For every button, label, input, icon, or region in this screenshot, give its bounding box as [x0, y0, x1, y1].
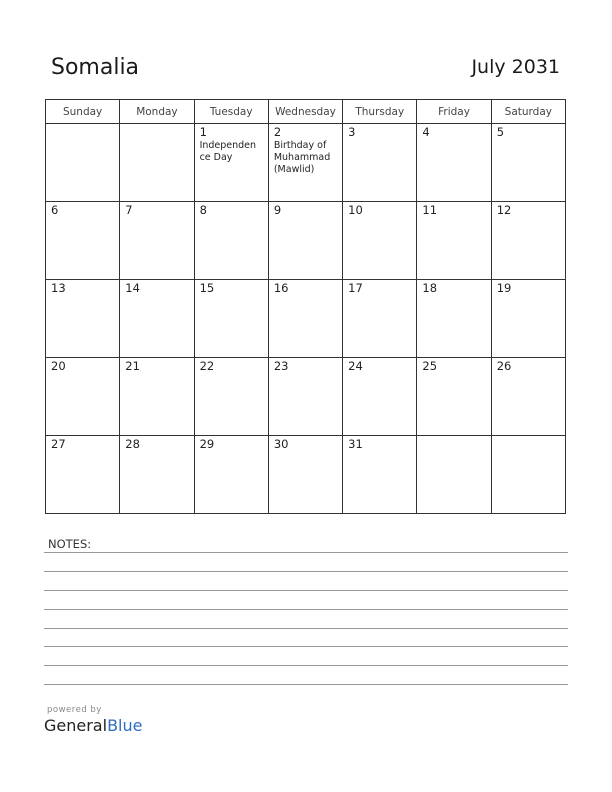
day-number: 6: [51, 203, 59, 217]
calendar-day-cell: [120, 358, 194, 436]
calendar-day-cell: [417, 280, 491, 358]
calendar-day-cell: [194, 358, 268, 436]
calendar-empty-cell: [120, 124, 194, 202]
weekday-header: Wednesday: [268, 100, 342, 124]
notes-line: [44, 628, 568, 629]
day-number: 12: [496, 203, 512, 217]
calendar-month-title: July 2031: [471, 56, 560, 78]
weekday-header: Saturday: [491, 100, 565, 124]
day-number: 18: [422, 281, 438, 295]
day-number: 23: [273, 359, 289, 373]
calendar-day-cell: [194, 436, 268, 514]
day-number: 10: [348, 203, 363, 217]
calendar-week-row: [46, 436, 566, 514]
weekday-header: Tuesday: [194, 100, 268, 124]
calendar-week-row: [46, 280, 566, 358]
calendar-week-row: [46, 358, 566, 436]
day-number: 16: [273, 281, 289, 295]
day-number: 22: [199, 359, 215, 373]
calendar-day-cell: [417, 358, 491, 436]
day-number: 17: [348, 281, 363, 295]
notes-line: [44, 684, 568, 685]
calendar-day-cell: [46, 436, 120, 514]
day-number: 24: [348, 359, 363, 373]
day-number: 31: [348, 437, 363, 451]
calendar-empty-cell: [491, 436, 565, 514]
calendar-day-cell: [46, 358, 120, 436]
day-number: 3: [348, 125, 356, 139]
calendar-day-cell: [491, 358, 565, 436]
holiday-label: Birthday of Muhammad (Mawlid): [273, 140, 331, 175]
calendar-week-row: [46, 124, 566, 202]
notes-line: [44, 552, 568, 553]
day-number: 30: [273, 437, 289, 451]
notes-line: [44, 665, 568, 666]
day-number: 8: [199, 203, 207, 217]
day-number: 14: [125, 281, 140, 295]
logo-blue-text: Blue: [107, 716, 143, 735]
day-number: 2: [273, 125, 282, 139]
calendar-day-cell: [491, 124, 565, 202]
calendar-day-cell: [491, 202, 565, 280]
calendar-day-cell: [46, 202, 120, 280]
calendar-day-cell: [268, 124, 342, 202]
day-number: 26: [496, 359, 512, 373]
calendar-day-cell: [343, 436, 417, 514]
generalblue-logo[interactable]: [44, 716, 142, 735]
calendar-day-cell: [343, 202, 417, 280]
day-number: 13: [51, 281, 66, 295]
day-number: 7: [125, 203, 133, 217]
calendar-grid: [45, 99, 566, 514]
weekday-header: Sunday: [46, 100, 120, 124]
notes-label: NOTES:: [48, 537, 92, 551]
weekday-header: Friday: [417, 100, 491, 124]
day-number: 1: [199, 125, 207, 139]
day-number: 20: [51, 359, 66, 373]
calendar-day-cell: [194, 280, 268, 358]
calendar-day-cell: [268, 436, 342, 514]
calendar-day-cell: [120, 436, 194, 514]
day-number: 21: [125, 359, 140, 373]
day-number: 25: [422, 359, 438, 373]
day-number: 19: [496, 281, 512, 295]
calendar-day-cell: [491, 280, 565, 358]
calendar-day-cell: [120, 280, 194, 358]
calendar-day-cell: [343, 358, 417, 436]
calendar-day-cell: [417, 202, 491, 280]
weekday-header-row: [46, 100, 566, 124]
day-number: 9: [273, 203, 282, 217]
notes-line: [44, 590, 568, 591]
calendar-country-title: Somalia: [51, 55, 140, 80]
calendar-day-cell: [194, 124, 268, 202]
calendar-day-cell: [46, 280, 120, 358]
calendar-day-cell: [268, 202, 342, 280]
calendar-day-cell: [194, 202, 268, 280]
day-number: 5: [496, 125, 505, 139]
calendar-day-cell: [268, 280, 342, 358]
day-number: 4: [422, 125, 430, 139]
day-number: 15: [199, 281, 215, 295]
calendar-day-cell: [268, 358, 342, 436]
calendar-week-row: [46, 202, 566, 280]
weekday-header: Thursday: [343, 100, 417, 124]
day-number: 29: [199, 437, 215, 451]
calendar-day-cell: [343, 124, 417, 202]
notes-line: [44, 646, 568, 647]
calendar-empty-cell: [46, 124, 120, 202]
holiday-label: Independen ce Day: [199, 140, 257, 163]
calendar-day-cell: [343, 280, 417, 358]
notes-line: [44, 609, 568, 610]
day-number: 28: [125, 437, 140, 451]
calendar-day-cell: [417, 124, 491, 202]
powered-by-text: powered by: [47, 705, 102, 715]
calendar-empty-cell: [417, 436, 491, 514]
calendar-day-cell: [120, 202, 194, 280]
weekday-header: Monday: [120, 100, 194, 124]
logo-general-text: General: [44, 716, 108, 735]
notes-line: [44, 571, 568, 572]
day-number: 27: [51, 437, 66, 451]
day-number: 11: [422, 203, 438, 217]
